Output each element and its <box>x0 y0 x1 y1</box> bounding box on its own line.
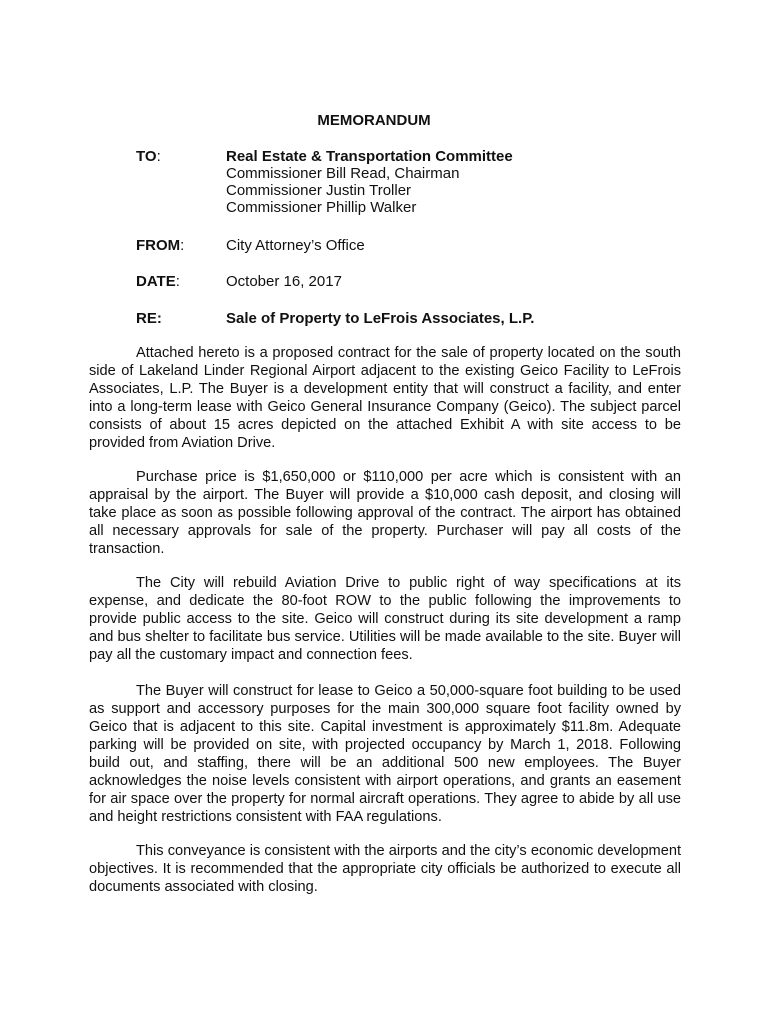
recipient-committee: Real Estate & Transportation Committee <box>226 148 513 165</box>
re-subject: Sale of Property to LeFrois Associates, L.P. <box>226 310 535 327</box>
body-paragraph: Purchase price is $1,650,000 or $110,000 per acre which is consistent with an appraisal by the airport. The Buyer will provide a $10,000 cash deposit, and closing will take place as soon as possible following approval of the contract. The airport has obtained all necessary approvals for sale of the property. Purchaser will pay all costs of the transaction. <box>89 469 681 557</box>
date-label: DATE: <box>136 273 180 290</box>
recipient-commissioner: Commissioner Justin Troller <box>226 182 412 199</box>
to-label: TO: <box>136 148 161 165</box>
from-value: City Attorney’s Office <box>226 237 365 254</box>
body-paragraph: The Buyer will construct for lease to Geico a 50,000-square foot building to be used as support and accessory purposes for the main 300,000 square foot facility owned by Geico that is adjacent to this site. Capital investment is approximately $11.8m. Adequate parking will be provided on site, with projected occupancy by March 1, 2018. Following build out, and staffing, there will be an additional 500 new employees. The Buyer acknowledges the noise levels consistent with airport operations, and grants an easement for air space over the property for normal aircraft operations. They agree to abide by all use and height restrictions consistent with FAA regulations. <box>89 683 681 825</box>
body-paragraph: The City will rebuild Aviation Drive to public right of way specifications at its expense, and dedicate the 80-foot ROW to the public following the improvements to provide public access to the site. Geico will construct during its site development a ramp and bus shelter to facilitate bus service. Utilities will be made available to the site. Buyer will pay all the customary impact and connection fees. <box>89 575 681 663</box>
from-label: FROM: <box>136 237 185 254</box>
re-label: RE: <box>136 310 162 327</box>
recipient-chairman: Commissioner Bill Read, Chairman <box>226 165 460 182</box>
recipient-commissioner: Commissioner Phillip Walker <box>226 199 417 216</box>
body-paragraph: Attached hereto is a proposed contract for the sale of property located on the south side of Lakeland Linder Regional Airport adjacent to the existing Geico Facility to LeFrois Associates, L.P. The Buyer is a development entity that will construct a facility, and enter into a long-term lease with Geico General Insurance Company (Geico). The subject parcel consists of about 15 acres depicted on the attached Exhibit A with site access to be provided from Aviation Drive. <box>89 345 681 451</box>
date-value: October 16, 2017 <box>226 273 342 290</box>
body-paragraph: This conveyance is consistent with the airports and the city’s economic development objectives. It is recommended that the appropriate city officials be authorized to execute all documents associated with closing. <box>89 843 681 895</box>
memo-title: MEMORANDUM <box>317 112 431 129</box>
to-recipients <box>226 148 746 216</box>
